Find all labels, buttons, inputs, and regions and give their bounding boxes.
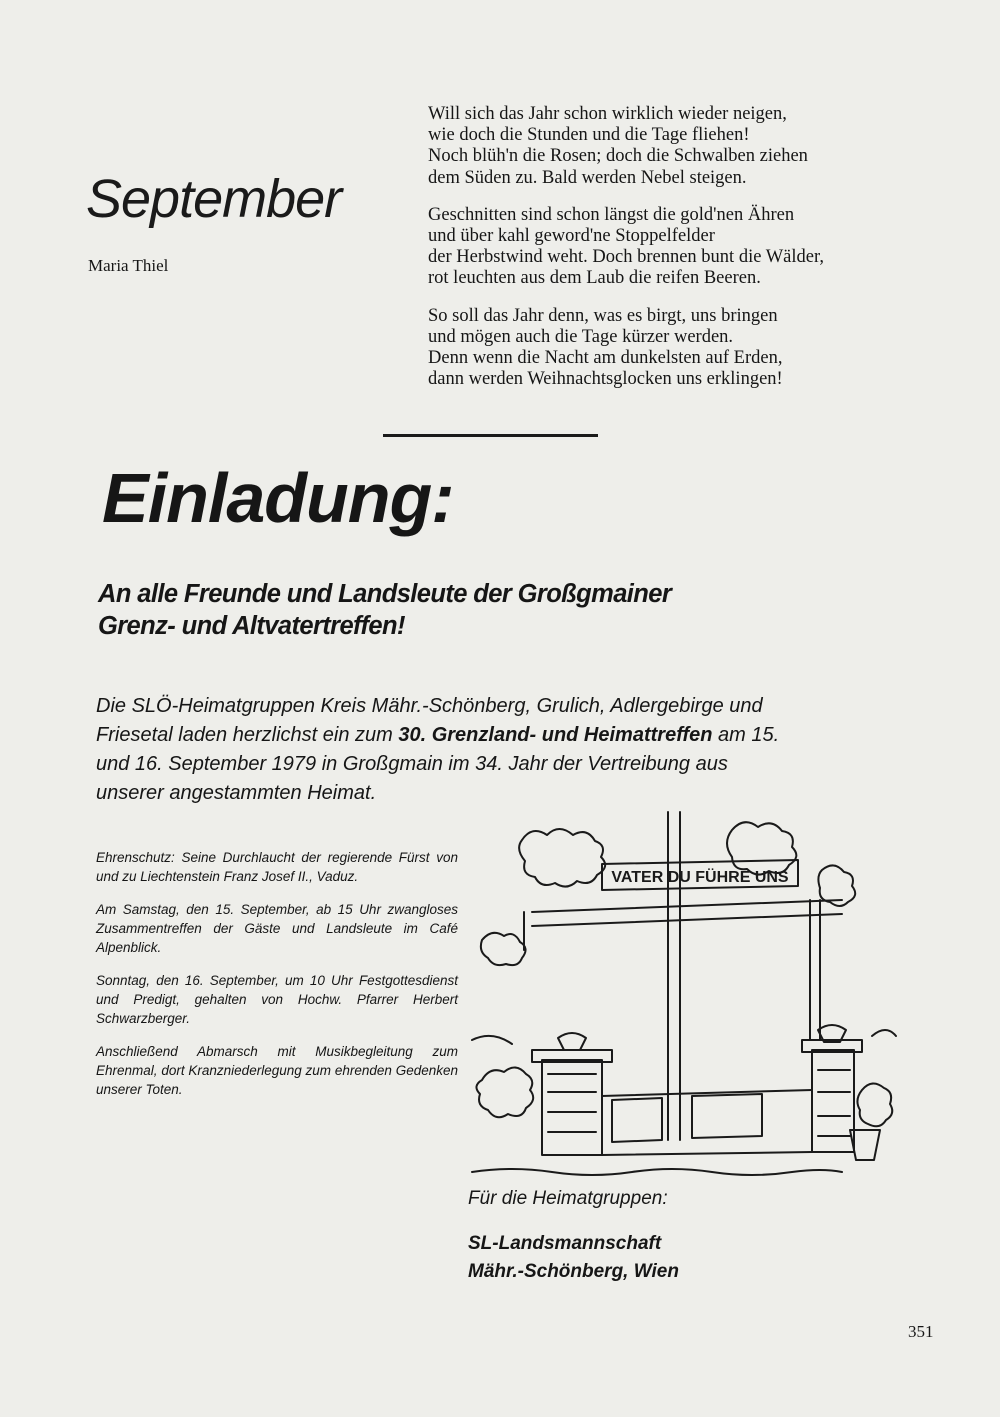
intro-line: Friesetal laden herzlichst ein zum 30. Grenzland- und Heimattreffen am 15. bbox=[96, 724, 780, 746]
subhead-line: An alle Freunde und Landsleute der Großgmainer bbox=[98, 580, 672, 608]
signature-org-line: Mähr.-Schönberg, Wien bbox=[468, 1261, 679, 1282]
cross-sign-text: VATER DU FÜHRE UNS bbox=[611, 869, 789, 886]
subhead-line: Grenz- und Altvatertreffen! bbox=[98, 612, 405, 640]
detail-saturday: Am Samstag, den 15. September, ab 15 Uhr zwangloses Zusammentreffen der Gäste und Landsleute im Café Alpenblick. bbox=[96, 902, 458, 955]
section-divider bbox=[383, 434, 598, 437]
tree-foliage bbox=[519, 829, 605, 887]
signature-block bbox=[468, 1186, 888, 1286]
memorial-cross-drawing bbox=[462, 800, 902, 1185]
flower-urn bbox=[558, 1033, 586, 1050]
intro-line: unserer angestammten Heimat. bbox=[96, 782, 377, 804]
signature-organization bbox=[468, 1230, 888, 1286]
stone-wall bbox=[548, 1070, 850, 1136]
detail-procession: Anschließend Abmarsch mit Musikbegleitung zum Ehrenmal, dort Kranzniederlegung zum ehrenden Gedenken unserer Toten. bbox=[96, 1044, 458, 1097]
signature-for: Für die Heimatgruppen: bbox=[468, 1188, 668, 1209]
bush bbox=[857, 1083, 892, 1126]
poem-line: und über kahl geword'ne Stoppelfelder bbox=[428, 226, 715, 247]
bush bbox=[476, 1067, 533, 1117]
poem-line: Noch blüh'n die Rosen; doch die Schwalben ziehen bbox=[428, 146, 808, 167]
poem-line: Denn wenn die Nacht am dunkelsten auf Erden, bbox=[428, 348, 783, 369]
poem-line: und mögen auch die Tage kürzer werden. bbox=[428, 326, 734, 347]
invitation-subhead bbox=[98, 578, 978, 642]
cross-post bbox=[668, 812, 680, 1140]
invitation-intro bbox=[96, 692, 916, 808]
invitation-headline: Einladung: bbox=[102, 459, 454, 537]
poem-line: dann werden Weihnachtsglocken uns erklingen! bbox=[428, 369, 783, 390]
intro-line: und 16. September 1979 in Großgmain im 34. Jahr der Vertreibung aus bbox=[96, 753, 728, 775]
poem-author: Maria Thiel bbox=[88, 256, 169, 275]
poem-stanza bbox=[428, 104, 988, 189]
stone-wall bbox=[532, 1050, 612, 1155]
intro-line: Die SLÖ-Heimatgruppen Kreis Mähr.-Schönberg, Grulich, Adlergebirge und bbox=[96, 695, 763, 717]
poem-line: Will sich das Jahr schon wirklich wieder neigen, bbox=[428, 104, 787, 124]
poem-line: wie doch die Stunden und die Tage fliehen! bbox=[428, 125, 750, 146]
page-number: 351 bbox=[908, 1322, 934, 1341]
poem-line: der Herbstwind weht. Doch brennen bunt die Wälder, bbox=[428, 247, 825, 268]
ground-line bbox=[472, 1169, 842, 1175]
tree-foliage bbox=[727, 822, 796, 874]
poem-body bbox=[428, 104, 988, 406]
poem-line: Geschnitten sind schon längst die gold'nen Ähren bbox=[428, 204, 795, 225]
poem-line: dem Süden zu. Bald werden Nebel steigen. bbox=[428, 167, 747, 188]
detail-sunday: Sonntag, den 16. September, um 10 Uhr Festgottesdienst und Predigt, gehalten von Hochw. Pfarrer Herbert Schwarzberger. bbox=[96, 973, 458, 1026]
invitation-details bbox=[96, 848, 458, 1113]
poem-stanza bbox=[428, 205, 988, 290]
signature-org-line: SL-Landsmannschaft bbox=[468, 1233, 662, 1254]
cross-beam bbox=[532, 900, 842, 926]
poem-line: rot leuchten aus dem Laub die reifen Beeren. bbox=[428, 268, 761, 289]
intro-event-name: 30. Grenzland- und Heimattreffen bbox=[398, 724, 713, 746]
stone-wall bbox=[612, 1094, 762, 1142]
poem-title: September bbox=[86, 169, 342, 229]
tree-foliage bbox=[481, 933, 526, 965]
poem-stanza bbox=[428, 306, 988, 391]
detail-patronage: Ehrenschutz: Seine Durchlaucht der regierende Fürst von und zu Liechtenstein Franz Josef II., Vaduz. bbox=[96, 850, 458, 884]
poem-line: So soll das Jahr denn, was es birgt, uns bringen bbox=[428, 305, 778, 326]
